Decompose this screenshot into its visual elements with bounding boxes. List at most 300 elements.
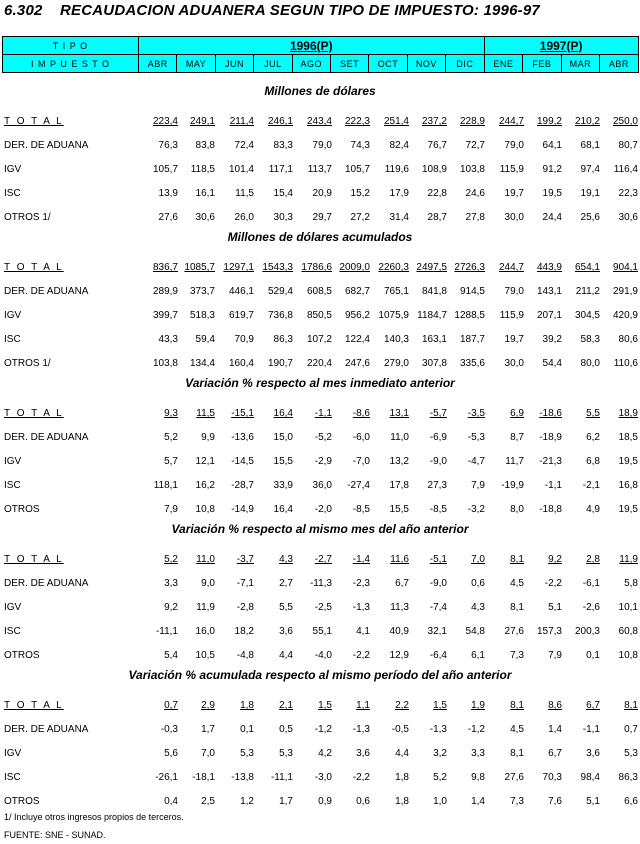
table-cell: 70,3 xyxy=(542,772,562,783)
table-cell: 243,4 xyxy=(306,116,332,127)
row-label: OTROS 1/ xyxy=(4,212,51,223)
table-cell: 1,4 xyxy=(548,724,562,735)
table-cell: 0,7 xyxy=(164,700,178,711)
table-cell: 10,1 xyxy=(618,602,638,613)
row-label: IGV xyxy=(4,456,22,467)
table-cell: 7,0 xyxy=(471,554,485,565)
table-cell: 335,6 xyxy=(459,358,485,369)
section-title: Variación % respecto al mismo mes del año anterior xyxy=(171,522,469,536)
table-cell: 86,3 xyxy=(273,334,293,345)
table-cell: 736,8 xyxy=(267,310,293,321)
header-month: ENE xyxy=(484,55,523,73)
header-month: FEB xyxy=(523,55,562,73)
table-cell: 1297,1 xyxy=(223,262,254,273)
table-cell: 1786,6 xyxy=(301,262,332,273)
table-cell: 237,2 xyxy=(421,116,447,127)
table-cell: 118,5 xyxy=(190,164,215,175)
header-month: DIC xyxy=(446,55,485,73)
table-cell: 82,4 xyxy=(389,140,409,151)
table-cell: 2,9 xyxy=(201,700,215,711)
table-cell: 103,8 xyxy=(459,164,485,175)
row-label: T O T A L xyxy=(4,116,64,127)
table-cell: 5,5 xyxy=(279,602,293,613)
table-cell: 17,9 xyxy=(389,188,409,199)
table-cell: 115,9 xyxy=(499,310,524,321)
table-cell: 19,5 xyxy=(618,504,638,515)
row-label: OTROS xyxy=(4,650,40,661)
table-cell: -1,3 xyxy=(352,724,370,735)
table-cell: 80,6 xyxy=(618,334,638,345)
table-cell: 5,4 xyxy=(164,650,178,661)
table-cell: 8,1 xyxy=(510,602,524,613)
table-cell: 399,7 xyxy=(152,310,178,321)
table-cell: 27,8 xyxy=(465,212,485,223)
table-cell: 244,7 xyxy=(498,262,524,273)
table-cell: 59,4 xyxy=(195,334,215,345)
table-row xyxy=(0,188,640,202)
table-cell: 2260,3 xyxy=(378,262,409,273)
table-cell: 103,8 xyxy=(152,358,178,369)
table-cell: 9,3 xyxy=(164,408,178,419)
table-cell: 11,5 xyxy=(196,408,215,419)
table-cell: 654,1 xyxy=(574,262,600,273)
header-month: MAR xyxy=(561,55,600,73)
table-cell: -4,7 xyxy=(467,456,485,467)
table-cell: 54,4 xyxy=(542,358,562,369)
table-cell: -2,0 xyxy=(314,504,332,515)
table-cell: -3,5 xyxy=(467,408,485,419)
row-label: IGV xyxy=(4,310,22,321)
table-cell: 5,5 xyxy=(586,408,600,419)
table-cell: 22,3 xyxy=(618,188,638,199)
table-cell: 4,2 xyxy=(318,748,332,759)
table-row xyxy=(0,748,640,762)
table-cell: -2,8 xyxy=(236,602,254,613)
table-cell: 134,4 xyxy=(189,358,215,369)
table-cell: 7,6 xyxy=(548,796,562,807)
table-cell: 228,9 xyxy=(459,116,485,127)
row-label: DER. DE ADUANA xyxy=(4,140,89,151)
table-cell: 2,1 xyxy=(279,700,293,711)
table-cell: -13,8 xyxy=(231,772,254,783)
table-cell: 1,9 xyxy=(471,700,485,711)
table-cell: -1,3 xyxy=(352,602,370,613)
table-cell: 163,1 xyxy=(421,334,447,345)
table-row xyxy=(0,310,640,324)
section-title: Variación % respecto al mes inmediato anterior xyxy=(185,376,455,390)
row-label: T O T A L xyxy=(4,408,64,419)
header-tipo: T I P O xyxy=(3,37,139,55)
table-row xyxy=(0,334,640,348)
table-cell: 79,0 xyxy=(312,140,332,151)
table-cell: 5,2 xyxy=(164,432,178,443)
table-cell: -1,3 xyxy=(429,724,447,735)
table-cell: 30,6 xyxy=(618,212,638,223)
table-cell: 33,9 xyxy=(273,480,293,491)
table-row xyxy=(0,432,640,446)
table-cell: -18,8 xyxy=(539,504,562,515)
table-cell: -5,1 xyxy=(429,554,447,565)
table-cell: 8,1 xyxy=(510,554,524,565)
table-cell: 9,0 xyxy=(201,578,215,589)
table-cell: 1543,3 xyxy=(262,262,293,273)
table-cell: -1,1 xyxy=(544,480,562,491)
table-cell: 19,7 xyxy=(504,188,524,199)
table-cell: 54,8 xyxy=(465,626,485,637)
table-cell: 29,7 xyxy=(312,212,332,223)
row-label: ISC xyxy=(4,480,21,491)
table-cell: 79,0 xyxy=(504,286,524,297)
table-cell: 1,1 xyxy=(356,700,370,711)
table-cell: 60,8 xyxy=(618,626,638,637)
table-cell: 190,7 xyxy=(267,358,293,369)
table-cell: 110,6 xyxy=(613,358,638,369)
table-row xyxy=(0,724,640,738)
table-cell: 9,2 xyxy=(548,554,562,565)
table-cell: 904,1 xyxy=(612,262,638,273)
table-cell: 16,2 xyxy=(195,480,215,491)
table-cell: 5,8 xyxy=(624,578,638,589)
table-cell: -7,4 xyxy=(429,602,447,613)
table-cell: 5,6 xyxy=(164,748,178,759)
table-row xyxy=(0,602,640,616)
table-cell: 101,4 xyxy=(228,164,254,175)
table-cell: 15,4 xyxy=(273,188,293,199)
table-row xyxy=(0,116,640,130)
table-cell: 39,2 xyxy=(542,334,562,345)
table-cell: 8,7 xyxy=(510,432,524,443)
table-cell: 13,2 xyxy=(389,456,409,467)
table-cell: 6,2 xyxy=(586,432,600,443)
table-cell: 2,7 xyxy=(279,578,293,589)
table-cell: -8,5 xyxy=(429,504,447,515)
table-cell: 1085,7 xyxy=(184,262,215,273)
table-row xyxy=(0,700,640,714)
table-row xyxy=(0,456,640,470)
table-cell: -15,1 xyxy=(231,408,254,419)
table-cell: 10,8 xyxy=(195,504,215,515)
table-cell: 30,3 xyxy=(273,212,293,223)
table-cell: 956,2 xyxy=(344,310,370,321)
table-cell: 26,0 xyxy=(234,212,254,223)
table-cell: -0,5 xyxy=(391,724,409,735)
table-cell: 3,3 xyxy=(471,748,485,759)
table-cell: -2,6 xyxy=(582,602,600,613)
section-title: Variación % acumulada respecto al mismo período del año anterior xyxy=(128,668,512,682)
table-cell: 420,9 xyxy=(612,310,638,321)
table-cell: 6,7 xyxy=(395,578,409,589)
table-cell: 18,9 xyxy=(618,408,638,419)
table-cell: 211,2 xyxy=(575,286,600,297)
table-cell: 6,7 xyxy=(586,700,600,711)
table-cell: -8,6 xyxy=(352,408,370,419)
row-label: ISC xyxy=(4,188,21,199)
table-cell: 2726,3 xyxy=(454,262,485,273)
table-cell: 16,1 xyxy=(195,188,215,199)
table-cell: -1,2 xyxy=(314,724,332,735)
table-cell: 914,5 xyxy=(459,286,485,297)
table-cell: 9,2 xyxy=(164,602,178,613)
table-cell: 11,0 xyxy=(196,554,215,565)
table-cell: 18,2 xyxy=(234,626,254,637)
table-cell: 765,1 xyxy=(383,286,409,297)
table-cell: -21,3 xyxy=(539,456,562,467)
table-cell: 5,3 xyxy=(279,748,293,759)
table-cell: 80,0 xyxy=(580,358,600,369)
table-cell: -11,3 xyxy=(309,578,332,589)
table-cell: 5,3 xyxy=(240,748,254,759)
table-cell: 19,1 xyxy=(580,188,600,199)
table-cell: 16,0 xyxy=(195,626,215,637)
table-cell: 107,2 xyxy=(306,334,332,345)
table-cell: 30,0 xyxy=(504,358,524,369)
table-cell: 13,1 xyxy=(389,408,409,419)
table-cell: -28,7 xyxy=(231,480,254,491)
table-cell: 79,0 xyxy=(504,140,524,151)
header-impuesto: I M P U E S T O xyxy=(3,55,139,73)
table-cell: -8,5 xyxy=(352,504,370,515)
table-cell: 1,4 xyxy=(471,796,485,807)
table-cell: 3,6 xyxy=(279,626,293,637)
table-cell: 1,7 xyxy=(279,796,293,807)
table-cell: 19,5 xyxy=(542,188,562,199)
table-cell: 30,0 xyxy=(504,212,524,223)
table-cell: -7,0 xyxy=(352,456,370,467)
table-row xyxy=(0,164,640,178)
table-cell: -6,4 xyxy=(429,650,447,661)
table-cell: 36,0 xyxy=(312,480,332,491)
table-cell: 98,4 xyxy=(580,772,600,783)
table-cell: 7,0 xyxy=(201,748,215,759)
table-cell: 105,7 xyxy=(344,164,370,175)
table-cell: -18,6 xyxy=(539,408,562,419)
table-cell: -14,5 xyxy=(231,456,254,467)
table-cell: 0,1 xyxy=(240,724,254,735)
header-month: ABR xyxy=(139,55,177,73)
table-cell: -2,1 xyxy=(582,480,600,491)
header-month: SET xyxy=(330,55,368,73)
table-cell: -6,0 xyxy=(352,432,370,443)
table-cell: 11,9 xyxy=(196,602,215,613)
table-cell: 1,5 xyxy=(433,700,447,711)
table-cell: 15,0 xyxy=(273,432,293,443)
table-cell: 16,4 xyxy=(273,408,293,419)
table-cell: 220,4 xyxy=(306,358,332,369)
table-cell: 27,3 xyxy=(427,480,447,491)
table-cell: 0,6 xyxy=(356,796,370,807)
table-cell: 19,5 xyxy=(618,456,638,467)
table-cell: 74,3 xyxy=(350,140,370,151)
table-cell: 6,8 xyxy=(586,456,600,467)
table-cell: 11,7 xyxy=(505,456,524,467)
table-cell: 187,7 xyxy=(459,334,485,345)
table-cell: 97,4 xyxy=(580,164,600,175)
table-cell: 8,0 xyxy=(510,504,524,515)
table-cell: 6,9 xyxy=(510,408,524,419)
row-label: T O T A L xyxy=(4,554,64,565)
table-row xyxy=(0,262,640,276)
table-cell: 223,4 xyxy=(152,116,178,127)
table-cell: 246,1 xyxy=(267,116,293,127)
footnote: 1/ Incluye otros ingresos propios de terceros. xyxy=(4,812,184,822)
table-cell: 160,4 xyxy=(228,358,254,369)
header-year-1997: 1997(P) xyxy=(484,37,638,55)
table-cell: 18,5 xyxy=(618,432,638,443)
table-cell: 7,9 xyxy=(548,650,562,661)
table-cell: 9,8 xyxy=(471,772,485,783)
table-cell: 157,3 xyxy=(536,626,562,637)
table-cell: 4,4 xyxy=(279,650,293,661)
table-cell: -6,1 xyxy=(582,578,600,589)
table-cell: 5,7 xyxy=(164,456,178,467)
table-cell: 7,3 xyxy=(510,650,524,661)
table-cell: 3,6 xyxy=(586,748,600,759)
table-cell: 115,9 xyxy=(499,164,524,175)
table-cell: 86,3 xyxy=(618,772,638,783)
table-cell: 27,2 xyxy=(350,212,370,223)
table-cell: 249,1 xyxy=(189,116,215,127)
table-cell: 108,9 xyxy=(421,164,447,175)
table-cell: -13,6 xyxy=(231,432,254,443)
table-cell: 518,3 xyxy=(189,310,215,321)
table-cell: 373,7 xyxy=(189,286,215,297)
table-cell: 1,5 xyxy=(318,700,332,711)
table-cell: 27,6 xyxy=(504,772,524,783)
table-cell: 3,3 xyxy=(164,578,178,589)
table-cell: 443,9 xyxy=(536,262,562,273)
table-cell: 4,5 xyxy=(510,724,524,735)
table-cell: 250,0 xyxy=(612,116,638,127)
table-cell: -7,1 xyxy=(236,578,254,589)
table-cell: -2,2 xyxy=(352,772,370,783)
table-cell: 200,3 xyxy=(574,626,600,637)
table-cell: 122,4 xyxy=(344,334,370,345)
table-cell: 0,5 xyxy=(279,724,293,735)
table-cell: -19,9 xyxy=(501,480,524,491)
table-cell: 7,9 xyxy=(164,504,178,515)
table-cell: 12,9 xyxy=(389,650,409,661)
table-cell: 31,4 xyxy=(389,212,409,223)
row-label: ISC xyxy=(4,772,21,783)
table-row xyxy=(0,286,640,300)
table-cell: 58,3 xyxy=(580,334,600,345)
table-cell: 291,9 xyxy=(612,286,638,297)
table-cell: 304,5 xyxy=(574,310,600,321)
table-cell: 207,1 xyxy=(536,310,562,321)
column-header xyxy=(2,36,639,73)
table-cell: 8,1 xyxy=(510,748,524,759)
table-cell: 2,2 xyxy=(395,700,409,711)
table-cell: 11,0 xyxy=(390,432,409,443)
row-label: IGV xyxy=(4,748,22,759)
table-cell: -3,0 xyxy=(314,772,332,783)
table-cell: 40,9 xyxy=(389,626,409,637)
table-cell: -5,3 xyxy=(467,432,485,443)
table-row xyxy=(0,772,640,786)
table-cell: -2,2 xyxy=(544,578,562,589)
table-cell: 11,3 xyxy=(390,602,409,613)
table-cell: 6,1 xyxy=(471,650,485,661)
table-cell: -27,4 xyxy=(347,480,370,491)
table-cell: 16,8 xyxy=(618,480,638,491)
table-row xyxy=(0,650,640,664)
table-cell: 10,5 xyxy=(195,650,215,661)
section-title: Millones de dólares acumulados xyxy=(227,230,413,244)
table-cell: 1,8 xyxy=(395,796,409,807)
table-cell: 16,4 xyxy=(273,504,293,515)
table-cell: -2,9 xyxy=(314,456,332,467)
header-year-1996: 1996(P) xyxy=(139,37,485,55)
table-cell: 2497,5 xyxy=(416,262,447,273)
table-cell: -11,1 xyxy=(155,626,178,637)
table-cell: 682,7 xyxy=(344,286,370,297)
table-cell: 0,1 xyxy=(586,650,600,661)
table-cell: 43,3 xyxy=(158,334,178,345)
table-cell: -11,1 xyxy=(270,772,293,783)
row-label: OTROS xyxy=(4,504,40,515)
table-cell: 4,1 xyxy=(356,626,370,637)
table-cell: 32,1 xyxy=(427,626,447,637)
table-cell: 15,2 xyxy=(350,188,370,199)
header-month: MAY xyxy=(177,55,215,73)
table-cell: 72,7 xyxy=(465,140,485,151)
table-cell: 3,2 xyxy=(433,748,447,759)
table-cell: -5,7 xyxy=(429,408,447,419)
table-cell: -18,9 xyxy=(539,432,562,443)
table-cell: 244,7 xyxy=(498,116,524,127)
table-cell: -4,8 xyxy=(236,650,254,661)
table-cell: 27,6 xyxy=(158,212,178,223)
table-cell: 11,9 xyxy=(619,554,638,565)
table-row xyxy=(0,140,640,154)
header-month: NOV xyxy=(407,55,445,73)
table-cell: 2,8 xyxy=(586,554,600,565)
table-cell: -6,9 xyxy=(429,432,447,443)
row-label: DER. DE ADUANA xyxy=(4,432,89,443)
table-cell: 55,1 xyxy=(312,626,332,637)
table-cell: 13,9 xyxy=(158,188,178,199)
row-label: ISC xyxy=(4,334,21,345)
table-row xyxy=(0,796,640,810)
table-cell: 116,4 xyxy=(613,164,638,175)
table-cell: -1,1 xyxy=(582,724,600,735)
table-cell: 22,8 xyxy=(427,188,447,199)
table-cell: 17,8 xyxy=(389,480,409,491)
table-cell: 8,1 xyxy=(624,700,638,711)
table-cell: 5,1 xyxy=(548,602,562,613)
table-cell: 1,7 xyxy=(201,724,215,735)
table-cell: 25,6 xyxy=(580,212,600,223)
table-cell: 27,6 xyxy=(504,626,524,637)
table-cell: 247,6 xyxy=(344,358,370,369)
table-cell: -1,4 xyxy=(352,554,370,565)
row-label: IGV xyxy=(4,164,22,175)
table-cell: 91,2 xyxy=(542,164,562,175)
table-cell: 105,7 xyxy=(152,164,178,175)
table-cell: 289,9 xyxy=(152,286,178,297)
header-month: JUL xyxy=(254,55,292,73)
table-cell: 4,9 xyxy=(586,504,600,515)
table-cell: 80,7 xyxy=(618,140,638,151)
table-row xyxy=(0,358,640,372)
table-cell: 19,7 xyxy=(504,334,524,345)
row-label: DER. DE ADUANA xyxy=(4,286,89,297)
table-cell: 619,7 xyxy=(228,310,254,321)
row-label: DER. DE ADUANA xyxy=(4,578,89,589)
table-cell: -18,1 xyxy=(192,772,215,783)
table-cell: 1,0 xyxy=(433,796,447,807)
row-label: OTROS 1/ xyxy=(4,358,51,369)
